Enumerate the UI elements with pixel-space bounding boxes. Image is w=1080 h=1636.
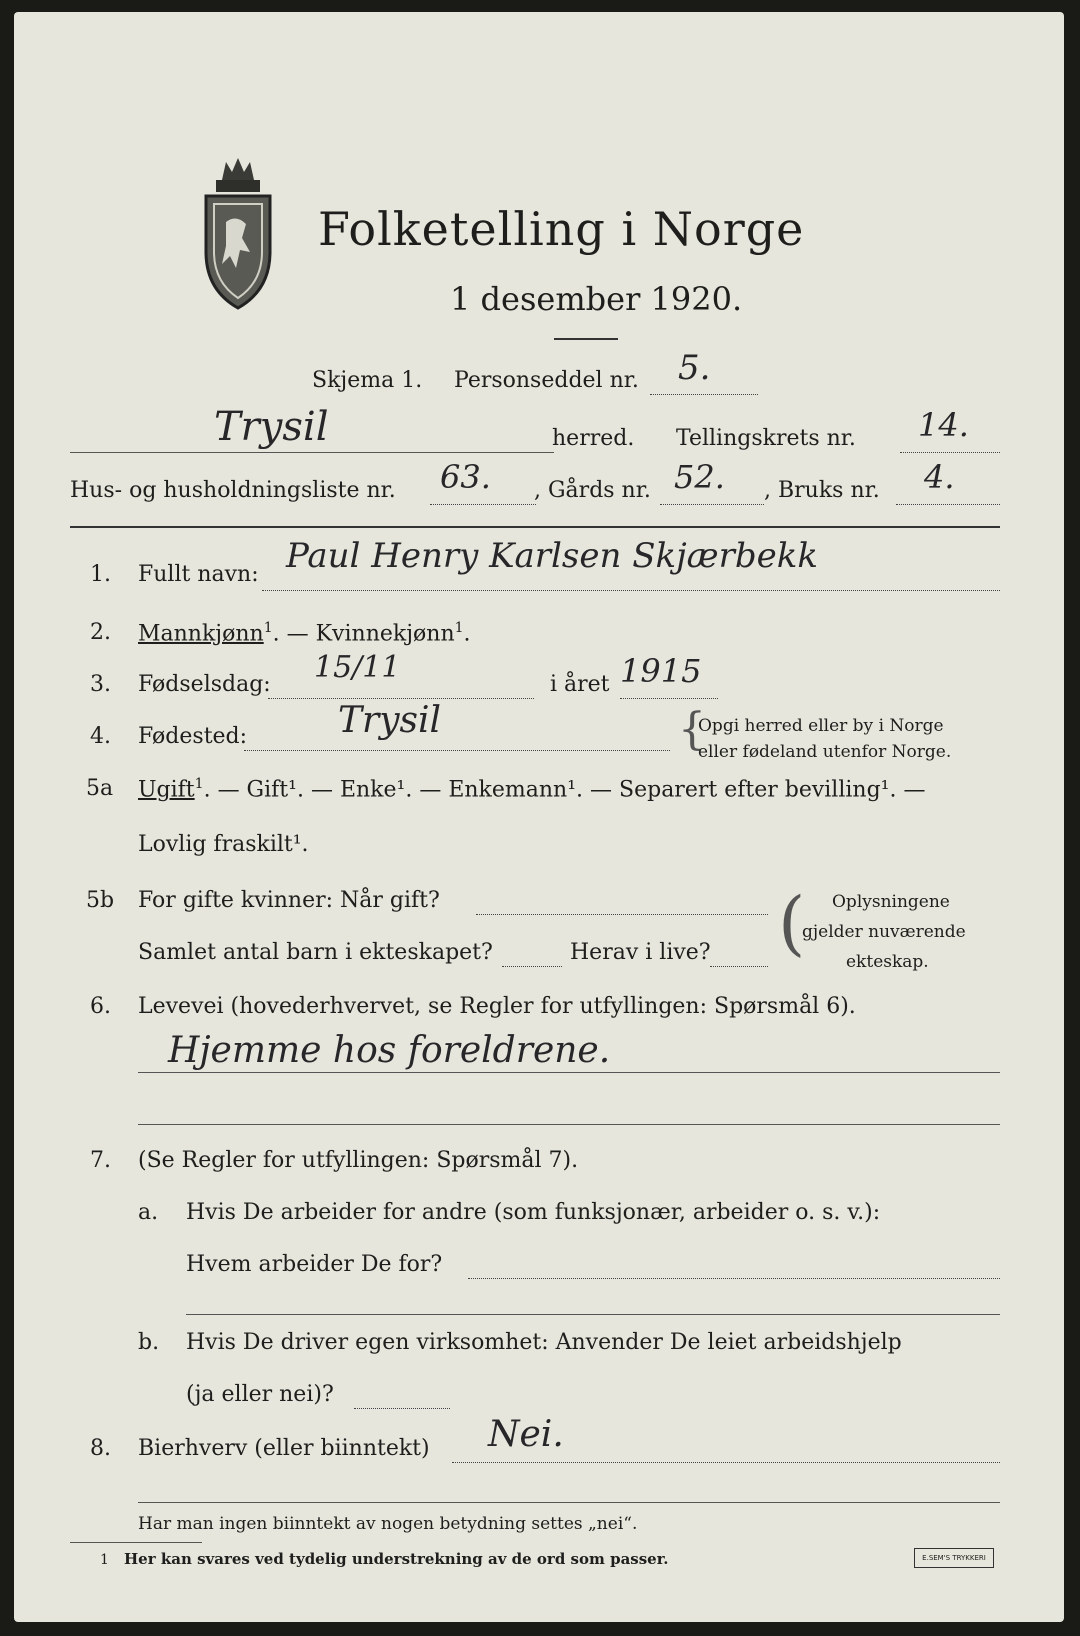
q5a-rest: . — Gift¹. — Enke¹. — Enkemann¹. — Separert efter bevilling¹. — xyxy=(203,777,926,803)
printer-stamp xyxy=(914,1548,994,1568)
q4-line xyxy=(244,750,670,751)
q8-number: 8. xyxy=(90,1436,111,1461)
q3-number: 3. xyxy=(90,672,111,697)
q4-note-1: Opgi herred eller by i Norge xyxy=(698,716,944,736)
q7a-number: a. xyxy=(138,1200,159,1225)
q2-sep: . — xyxy=(272,621,316,647)
personseddel-line xyxy=(650,394,758,395)
q3-year-line xyxy=(620,698,718,699)
q7-number: 7. xyxy=(90,1148,111,1173)
q6-label: Levevei (hovederhvervet, se Regler for utfyllingen: Spørsmål 6). xyxy=(138,994,856,1019)
bruks-line xyxy=(896,504,1000,505)
q4-value: Trysil xyxy=(338,700,442,741)
q5b-note-3: ekteskap. xyxy=(846,952,929,972)
q6-line-2 xyxy=(138,1124,1000,1125)
hus-label: Hus- og husholdningsliste nr. xyxy=(70,478,396,503)
census-form xyxy=(14,12,1064,1622)
title-divider xyxy=(554,338,618,340)
bruks-value: 4. xyxy=(924,458,955,496)
q7a-line-2 xyxy=(186,1314,1000,1315)
q5b-line-1 xyxy=(476,914,768,915)
q5a-ugift: Ugift xyxy=(138,777,195,803)
footnote-text: Her kan svares ved tydelig understrekning av de ord som passer. xyxy=(124,1550,669,1568)
q7b-number: b. xyxy=(138,1330,160,1355)
q4-brace: { xyxy=(678,704,706,755)
q8-label: Bierhverv (eller biinntekt) xyxy=(138,1436,430,1461)
gards-label: , Gårds nr. xyxy=(534,478,651,503)
q4-number: 4. xyxy=(90,724,111,749)
personseddel-label: Personseddel nr. xyxy=(454,368,639,393)
q6-value: Hjemme hos foreldrene. xyxy=(168,1030,611,1071)
hus-value: 63. xyxy=(440,458,491,496)
q7-label: (Se Regler for utfyllingen: Spørsmål 7). xyxy=(138,1148,579,1173)
bruks-label: , Bruks nr. xyxy=(764,478,880,503)
q5b-line-2 xyxy=(502,966,562,967)
q5b-brace: ( xyxy=(778,882,806,964)
footnote-mark: 1 xyxy=(100,1552,109,1568)
header-divider xyxy=(70,526,1000,528)
printer-stamp-text: E.SEM'S TRYKKERI xyxy=(922,1554,986,1562)
q2-options: Mannkjønn$^1$. — Kvinnekjønn$^1$. xyxy=(138,620,471,647)
q5a-line2: Lovlig fraskilt¹. xyxy=(138,832,309,857)
tellingskrets-line xyxy=(900,452,1000,453)
q5b-line-3 xyxy=(710,966,768,967)
q5a-options: Ugift$^1$. — Gift¹. — Enke¹. — Enkemann¹. — Separert efter bevilling¹. — xyxy=(138,776,926,803)
q6-line-1 xyxy=(138,1072,1000,1073)
coat-of-arms-icon xyxy=(192,152,284,316)
tellingskrets-value: 14. xyxy=(918,406,969,444)
q2-end: . xyxy=(463,621,471,647)
q5b-note-2: gjelder nuværende xyxy=(802,922,966,942)
q7b-label: Hvis De driver egen virksomhet: Anvender De leiet arbeidshjelp xyxy=(186,1330,902,1355)
q5a-number: 5a xyxy=(86,776,114,801)
q2-male: Mannkjønn xyxy=(138,621,264,647)
q3-year-value: 1915 xyxy=(620,652,702,690)
q1-line xyxy=(262,590,1000,591)
q1-label: Fullt navn: xyxy=(138,562,259,587)
footer-note: Har man ingen biinntekt av nogen betydning settes „nei“. xyxy=(138,1514,638,1534)
form-date: 1 desember 1920. xyxy=(450,280,743,318)
q7a-label: Hvis De arbeider for andre (som funksjonær, arbeider o. s. v.): xyxy=(186,1200,881,1225)
q6-number: 6. xyxy=(90,994,111,1019)
q7a-line-1 xyxy=(468,1278,1000,1279)
q3-label: Fødselsdag: xyxy=(138,672,271,697)
q7b-label-2: (ja eller nei)? xyxy=(186,1382,334,1407)
q5b-label-3: Herav i live? xyxy=(570,940,711,965)
q5b-label-2: Samlet antal barn i ekteskapet? xyxy=(138,940,493,965)
q3-line xyxy=(268,698,534,699)
form-title: Folketelling i Norge xyxy=(318,202,805,256)
q1-number: 1. xyxy=(90,562,111,587)
q7b-line xyxy=(354,1408,450,1409)
q8-line-2 xyxy=(138,1502,1000,1503)
q2-number: 2. xyxy=(90,620,111,645)
herred-line xyxy=(70,452,554,453)
q8-value: Nei. xyxy=(488,1414,564,1455)
gards-value: 52. xyxy=(674,458,725,496)
hus-line xyxy=(430,504,536,505)
q8-line xyxy=(452,1462,1000,1463)
q4-label: Fødested: xyxy=(138,724,248,749)
q5b-number: 5b xyxy=(86,888,115,913)
q5b-note-1: Oplysningene xyxy=(832,892,950,912)
q3-year-label: i året xyxy=(550,672,610,697)
q7a-label-2: Hvem arbeider De for? xyxy=(186,1252,443,1277)
q3-value: 15/11 xyxy=(314,650,401,685)
personseddel-value: 5. xyxy=(678,348,711,388)
q5b-label-1: For gifte kvinner: Når gift? xyxy=(138,888,440,913)
gards-line xyxy=(660,504,764,505)
q4-note-2: eller fødeland utenfor Norge. xyxy=(698,742,952,762)
footnote-divider xyxy=(70,1542,202,1543)
herred-label: herred. xyxy=(552,426,635,451)
q2-female: Kvinnekjønn xyxy=(315,621,455,647)
herred-value: Trysil xyxy=(214,404,329,450)
schema-label: Skjema 1. xyxy=(312,368,423,393)
q1-value: Paul Henry Karlsen Skjærbekk xyxy=(286,536,818,576)
tellingskrets-label: Tellingskrets nr. xyxy=(676,426,856,451)
